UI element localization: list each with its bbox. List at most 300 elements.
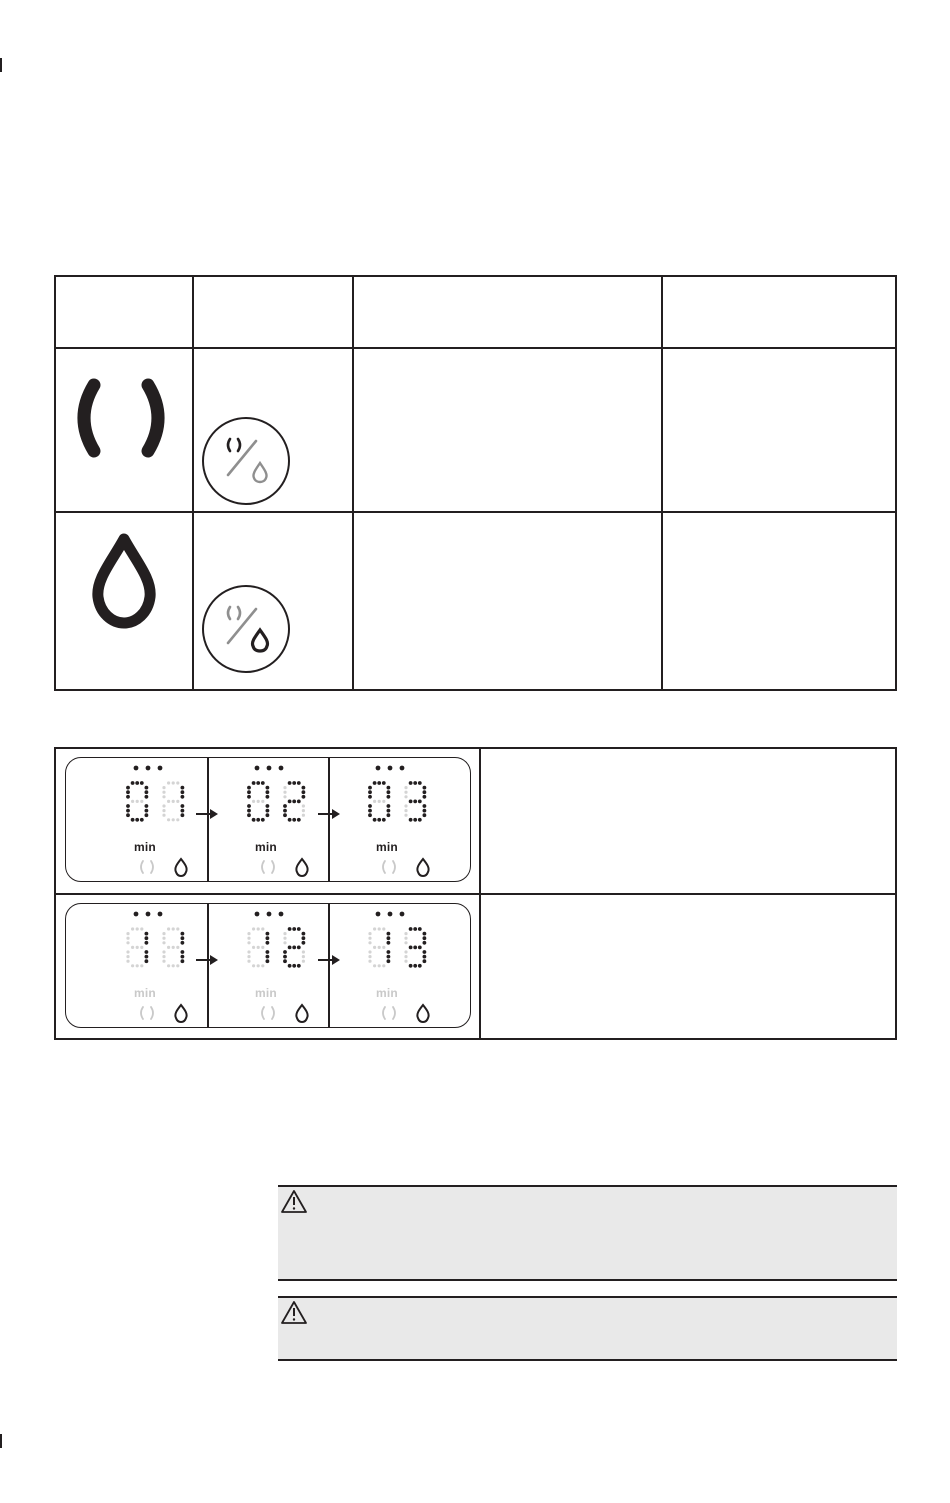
indicator-dot: [158, 766, 163, 771]
unlit-dot: [404, 932, 407, 935]
unlit-dot: [131, 946, 134, 949]
lit-dot: [145, 786, 149, 790]
warning-triangle-icon: [280, 1189, 308, 1214]
unlit-dot: [283, 791, 286, 794]
unlit-dot: [176, 964, 179, 967]
lit-dot: [297, 927, 301, 931]
lit-dot: [377, 818, 381, 822]
lit-dot: [266, 950, 270, 954]
display-digits: [209, 904, 329, 1026]
brush-status-icon: [383, 1007, 395, 1019]
lit-dot: [181, 813, 185, 817]
lit-dot: [418, 946, 422, 950]
display-digits: [209, 758, 329, 880]
unlit-dot: [162, 937, 165, 940]
arrow-right-icon: [196, 808, 220, 820]
lit-dot: [181, 790, 185, 794]
unlit-dot: [167, 781, 170, 784]
lit-dot: [145, 950, 149, 954]
indicator-dot: [146, 912, 151, 917]
lit-dot: [135, 818, 139, 822]
lit-dot: [292, 964, 296, 968]
lit-dot: [387, 804, 391, 808]
lit-dot: [266, 813, 270, 817]
water-drop-status-icon: [296, 859, 307, 876]
unlit-dot: [404, 814, 407, 817]
lit-dot: [297, 800, 301, 804]
unlit-dot: [162, 809, 165, 812]
unlit-dot: [368, 955, 371, 958]
lit-dot: [302, 932, 306, 936]
unlit-dot: [167, 946, 170, 949]
digit-ones: [404, 781, 426, 822]
unlit-dot: [261, 927, 264, 930]
lit-dot: [382, 781, 386, 785]
unlit-dot: [378, 927, 381, 930]
lit-dot: [423, 795, 427, 799]
unlit-dot: [368, 932, 371, 935]
lit-dot: [423, 941, 427, 945]
lit-dot: [297, 781, 301, 785]
lit-dot: [181, 786, 185, 790]
lit-dot: [387, 950, 391, 954]
lit-dot: [409, 800, 413, 804]
water-drop-mode-icon: [88, 531, 160, 631]
lit-dot: [126, 786, 130, 790]
unlit-dot: [172, 946, 175, 949]
lit-dot: [409, 927, 413, 931]
lit-dot: [292, 800, 296, 804]
lit-dot: [288, 964, 292, 968]
display-sequence-table: [54, 747, 897, 1040]
lit-dot: [423, 804, 427, 808]
indicator-dot: [255, 766, 260, 771]
lit-dot: [181, 932, 185, 936]
lit-dot: [373, 781, 377, 785]
lit-dot: [247, 804, 251, 808]
lit-dot: [292, 927, 296, 931]
lit-dot: [387, 955, 391, 959]
brush-status-icon: [262, 1007, 274, 1019]
water-drop-status-icon: [296, 1005, 307, 1022]
display-digits: [330, 758, 450, 880]
lit-dot: [131, 818, 135, 822]
indicator-dot: [158, 912, 163, 917]
lit-dot: [302, 936, 306, 940]
lit-dot: [387, 790, 391, 794]
lit-dot: [288, 818, 292, 822]
lit-dot: [145, 959, 149, 963]
unlit-dot: [172, 927, 175, 930]
lit-dot: [181, 950, 185, 954]
lit-dot: [283, 813, 287, 817]
unlit-dot: [172, 964, 175, 967]
unlit-dot: [167, 927, 170, 930]
lit-dot: [373, 818, 377, 822]
lit-dot: [145, 955, 149, 959]
unlit-dot: [404, 950, 407, 953]
unlit-dot: [368, 941, 371, 944]
indicator-dot: [146, 766, 151, 771]
display-panel: [209, 758, 329, 880]
lit-dot: [423, 790, 427, 794]
unlit-dot: [172, 781, 175, 784]
unlit-dot: [373, 927, 376, 930]
unlit-dot: [176, 818, 179, 821]
unlit-dot: [283, 786, 286, 789]
lit-dot: [423, 786, 427, 790]
indicator-dot: [279, 912, 284, 917]
lit-dot: [297, 964, 301, 968]
lit-dot: [423, 950, 427, 954]
lit-dot: [247, 809, 251, 813]
digit-tens: [368, 927, 390, 967]
unlit-dot: [162, 814, 165, 817]
water-drop-status-icon: [417, 1005, 428, 1022]
lit-dot: [413, 946, 417, 950]
arrow-right-icon: [318, 954, 342, 966]
unlit-dot: [368, 950, 371, 953]
crop-mark-bottom: [0, 1434, 2, 1448]
lit-dot: [368, 813, 372, 817]
unlit-dot: [176, 781, 179, 784]
indicator-dot: [376, 912, 381, 917]
header-row-divider: [56, 347, 895, 349]
lit-dot: [126, 813, 130, 817]
unlit-dot: [162, 955, 165, 958]
lit-dot: [387, 786, 391, 790]
unlit-dot: [247, 932, 250, 935]
mode-toggle-button-water-active[interactable]: [202, 585, 290, 673]
column-divider: [352, 277, 354, 689]
unlit-dot: [131, 964, 134, 967]
unlit-dot: [162, 932, 165, 935]
unlit-dot: [126, 950, 129, 953]
unit-label: min: [134, 986, 156, 1000]
unlit-dot: [247, 950, 250, 953]
lit-dot: [126, 790, 130, 794]
indicator-dot: [388, 766, 393, 771]
lit-dot: [292, 818, 296, 822]
lit-dot: [387, 932, 391, 936]
brush-status-icon: [141, 1007, 153, 1019]
column-divider: [192, 277, 194, 689]
lit-dot: [266, 786, 270, 790]
unlit-dot: [167, 964, 170, 967]
lit-dot: [145, 932, 149, 936]
unlit-dot: [131, 800, 134, 803]
unlit-dot: [176, 800, 179, 803]
unit-label: min: [376, 986, 398, 1000]
unlit-dot: [252, 946, 255, 949]
lit-dot: [266, 959, 270, 963]
lit-dot: [302, 786, 306, 790]
lit-dot: [288, 946, 292, 950]
unlit-dot: [378, 800, 381, 803]
lit-dot: [283, 809, 287, 813]
lit-dot: [368, 809, 372, 813]
digit-ones: [162, 781, 184, 821]
lit-dot: [135, 781, 139, 785]
unlit-dot: [404, 804, 407, 807]
display-panel: [88, 904, 208, 1026]
lit-dot: [413, 781, 417, 785]
lit-dot: [266, 955, 270, 959]
brush-drop-toggle-icon: [204, 587, 288, 671]
lit-dot: [266, 804, 270, 808]
unlit-dot: [404, 941, 407, 944]
water-drop-status-icon: [175, 859, 186, 876]
arrow-right-icon: [196, 954, 220, 966]
lit-dot: [181, 936, 185, 940]
lit-dot: [302, 790, 306, 794]
lit-dot: [423, 809, 427, 813]
digit-tens: [247, 781, 269, 822]
lit-dot: [145, 804, 149, 808]
warning-box: [278, 1185, 897, 1281]
unlit-dot: [302, 809, 305, 812]
lit-dot: [368, 804, 372, 808]
lit-dot: [387, 813, 391, 817]
lit-dot: [423, 955, 427, 959]
display-sequence-row: [65, 757, 471, 882]
unlit-dot: [404, 786, 407, 789]
indicator-dot: [388, 912, 393, 917]
unlit-dot: [162, 950, 165, 953]
lit-dot: [387, 809, 391, 813]
column-divider: [661, 277, 663, 689]
lit-dot: [126, 795, 130, 799]
unlit-dot: [261, 946, 264, 949]
indicator-dot: [279, 766, 284, 771]
lit-dot: [181, 804, 185, 808]
lit-dot: [181, 941, 185, 945]
unlit-dot: [302, 814, 305, 817]
unlit-dot: [247, 941, 250, 944]
unlit-dot: [162, 791, 165, 794]
lit-dot: [423, 813, 427, 817]
unlit-dot: [126, 932, 129, 935]
unit-label: min: [255, 986, 277, 1000]
lit-dot: [266, 932, 270, 936]
unlit-dot: [378, 964, 381, 967]
lit-dot: [302, 795, 306, 799]
unit-label: min: [134, 840, 156, 854]
digit-tens: [247, 927, 269, 967]
unlit-dot: [167, 800, 170, 803]
lit-dot: [423, 932, 427, 936]
unlit-dot: [261, 964, 264, 967]
lit-dot: [261, 781, 265, 785]
warning-triangle-icon: [280, 1300, 308, 1325]
lit-dot: [252, 781, 256, 785]
lit-dot: [181, 959, 185, 963]
indicator-dot: [400, 766, 405, 771]
unlit-dot: [378, 946, 381, 949]
lit-dot: [387, 941, 391, 945]
crop-mark-top: [0, 58, 2, 72]
indicator-dot: [267, 912, 272, 917]
display-panel: [88, 758, 208, 880]
lit-dot: [302, 941, 306, 945]
brush-status-icon: [383, 861, 395, 873]
lit-dot: [413, 927, 417, 931]
unlit-dot: [302, 960, 305, 963]
lit-dot: [247, 813, 251, 817]
unlit-dot: [140, 964, 143, 967]
lit-dot: [126, 809, 130, 813]
lit-dot: [256, 818, 260, 822]
lit-dot: [418, 800, 422, 804]
unlit-dot: [302, 950, 305, 953]
unlit-dot: [404, 960, 407, 963]
unlit-dot: [136, 964, 139, 967]
lit-dot: [297, 818, 301, 822]
lit-dot: [288, 781, 292, 785]
unlit-dot: [373, 964, 376, 967]
digit-ones: [283, 781, 305, 822]
unlit-dot: [252, 927, 255, 930]
lit-dot: [283, 804, 287, 808]
unlit-dot: [162, 786, 165, 789]
lit-dot: [283, 950, 287, 954]
unlit-dot: [140, 946, 143, 949]
unlit-dot: [176, 946, 179, 949]
indicator-dot: [134, 912, 139, 917]
unlit-dot: [261, 800, 264, 803]
lit-dot: [418, 781, 422, 785]
display-digits: [88, 758, 208, 880]
lit-dot: [292, 946, 296, 950]
lit-dot: [413, 818, 417, 822]
lit-dot: [368, 786, 372, 790]
lit-dot: [145, 795, 149, 799]
unlit-dot: [257, 927, 260, 930]
mode-toggle-button-brush-active[interactable]: [202, 417, 290, 505]
digit-tens: [126, 927, 148, 967]
lit-dot: [409, 964, 413, 968]
indicator-dot: [267, 766, 272, 771]
unit-label: min: [255, 840, 277, 854]
mode-table: [54, 275, 897, 691]
lit-dot: [387, 959, 391, 963]
lit-dot: [126, 804, 130, 808]
unlit-dot: [162, 804, 165, 807]
unlit-dot: [283, 937, 286, 940]
unlit-dot: [162, 941, 165, 944]
row-divider: [56, 893, 895, 895]
brush-status-icon: [262, 861, 274, 873]
brush-mode-icon: [76, 377, 166, 459]
unlit-dot: [368, 937, 371, 940]
lit-dot: [382, 818, 386, 822]
lit-dot: [288, 927, 292, 931]
unlit-dot: [162, 795, 165, 798]
unlit-dot: [257, 800, 260, 803]
brush-drop-toggle-icon: [204, 419, 288, 503]
lit-dot: [297, 946, 301, 950]
unlit-dot: [172, 818, 175, 821]
display-digits: [88, 904, 208, 1026]
lit-dot: [181, 955, 185, 959]
unlit-dot: [247, 960, 250, 963]
lit-dot: [266, 936, 270, 940]
display-panel: [330, 904, 450, 1026]
unlit-dot: [247, 937, 250, 940]
lit-dot: [252, 818, 256, 822]
lit-dot: [409, 781, 413, 785]
indicator-dot: [376, 766, 381, 771]
unlit-dot: [373, 946, 376, 949]
lit-dot: [387, 795, 391, 799]
display-digits: [330, 904, 450, 1026]
unlit-dot: [382, 927, 385, 930]
lit-dot: [387, 936, 391, 940]
unlit-dot: [404, 809, 407, 812]
lit-dot: [418, 964, 422, 968]
lit-dot: [247, 790, 251, 794]
lit-dot: [247, 786, 251, 790]
unlit-dot: [247, 955, 250, 958]
lit-dot: [145, 813, 149, 817]
lit-dot: [266, 790, 270, 794]
lit-dot: [266, 809, 270, 813]
indicator-dot: [134, 766, 139, 771]
lit-dot: [145, 941, 149, 945]
digit-ones: [283, 927, 305, 968]
unlit-dot: [382, 964, 385, 967]
warning-box: [278, 1296, 897, 1361]
unlit-dot: [302, 955, 305, 958]
digit-tens: [126, 781, 148, 822]
lit-dot: [368, 790, 372, 794]
lit-dot: [145, 809, 149, 813]
unlit-dot: [283, 795, 286, 798]
lit-dot: [418, 818, 422, 822]
lit-dot: [181, 809, 185, 813]
unlit-dot: [257, 964, 260, 967]
lit-dot: [266, 941, 270, 945]
lit-dot: [413, 800, 417, 804]
digit-tens: [368, 781, 390, 822]
unlit-dot: [140, 927, 143, 930]
lit-dot: [131, 781, 135, 785]
unlit-dot: [404, 791, 407, 794]
unlit-dot: [172, 800, 175, 803]
unlit-dot: [167, 818, 170, 821]
lit-dot: [256, 781, 260, 785]
unlit-dot: [131, 927, 134, 930]
water-drop-status-icon: [175, 1005, 186, 1022]
lit-dot: [288, 800, 292, 804]
lit-dot: [261, 818, 265, 822]
unlit-dot: [404, 937, 407, 940]
lit-dot: [266, 795, 270, 799]
lit-dot: [418, 927, 422, 931]
unlit-dot: [382, 800, 385, 803]
unlit-dot: [257, 946, 260, 949]
lit-dot: [423, 936, 427, 940]
unlit-dot: [140, 800, 143, 803]
lit-dot: [145, 936, 149, 940]
lit-dot: [292, 781, 296, 785]
lit-dot: [145, 790, 149, 794]
water-drop-status-icon: [417, 859, 428, 876]
lit-dot: [181, 795, 185, 799]
display-sequence-row: [65, 903, 471, 1028]
digit-ones: [162, 927, 184, 967]
unlit-dot: [382, 946, 385, 949]
